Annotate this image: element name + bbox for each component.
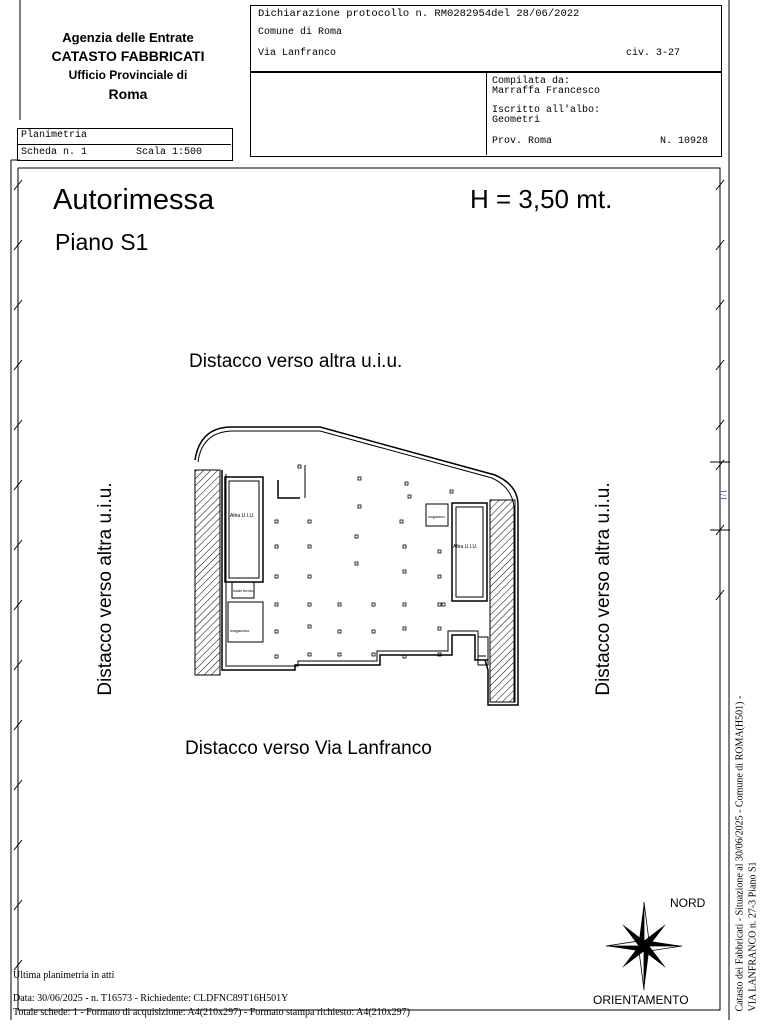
comune-text: Comune di Roma <box>258 27 343 38</box>
dichiarazione-text: Dichiarazione protocollo n. RM0282954del 28/06/2022 <box>258 8 580 20</box>
room-e-label: locale tecnico <box>233 589 255 593</box>
left-distacco-label: Distacco verso altra u.i.u. <box>95 482 116 696</box>
city-label: Roma <box>108 86 148 102</box>
planimetria-label: Planimetria <box>21 130 88 141</box>
scala-label: Scala 1:500 <box>136 147 203 158</box>
via-text: Via Lanfranco <box>258 48 337 59</box>
num-text: N. 10928 <box>660 136 709 147</box>
north-arrow-icon <box>604 900 684 992</box>
bottom-distacco-label: Distacco verso Via Lanfranco <box>185 738 432 759</box>
right-distacco-label: Distacco verso altra u.i.u. <box>593 482 614 696</box>
footer-data: Data: 30/06/2025 - n. T16573 - Richiedente: CLDFNC89T16H501Y <box>13 993 289 1004</box>
iscritto-value: Geometri <box>492 115 541 126</box>
plan-height: H = 3,50 mt. <box>470 184 613 214</box>
ufficio-label: Ufficio Provinciale di <box>68 68 188 82</box>
agency-name: Agenzia delle Entrate <box>62 30 194 45</box>
civ-text: civ. 3-27 <box>626 48 681 59</box>
compilata-label: Compilata da: <box>492 76 571 87</box>
catasto-title: CATASTO FABBRICATI <box>51 48 205 64</box>
room-d-label: magazzino <box>230 628 250 633</box>
plan-floor: Piano S1 <box>55 229 149 255</box>
prov-text: Prov. Roma <box>492 136 553 147</box>
floor-plan-drawing <box>190 420 530 710</box>
side-note-line1: Catasto dei Fabbricati - Situazione al 30/06/2025 - Comune di ROMA(H501) - <box>734 695 746 1012</box>
nord-label: NORD <box>670 896 706 910</box>
compilata-name: Marraffa Francesco <box>492 86 601 97</box>
margin-mark: 1/1 <box>717 489 728 501</box>
footer-totale: Totale schede: 1 - Formato di acquisizione: A4(210x297) - Formato stampa richiesto: A4(210x297) <box>13 1007 410 1018</box>
room-c-label: magazzino <box>428 515 445 519</box>
footer-ultima: Ultima planimetria in atti <box>13 970 115 981</box>
orientamento-label: ORIENTAMENTO <box>593 993 689 1007</box>
top-distacco-label: Distacco verso altra u.i.u. <box>189 351 403 372</box>
iscritto-label: Iscritto all'albo: <box>492 105 601 116</box>
plan-title: Autorimessa <box>53 184 215 216</box>
side-note-line2: VIA LANFRANCO n. 27-3 Piano S1 <box>747 861 759 1012</box>
scheda-label: Scheda n. 1 <box>21 147 88 158</box>
room-a-label: Altra U.I.U. <box>230 513 255 519</box>
room-b-label: Altra U.I.U. <box>453 544 478 550</box>
